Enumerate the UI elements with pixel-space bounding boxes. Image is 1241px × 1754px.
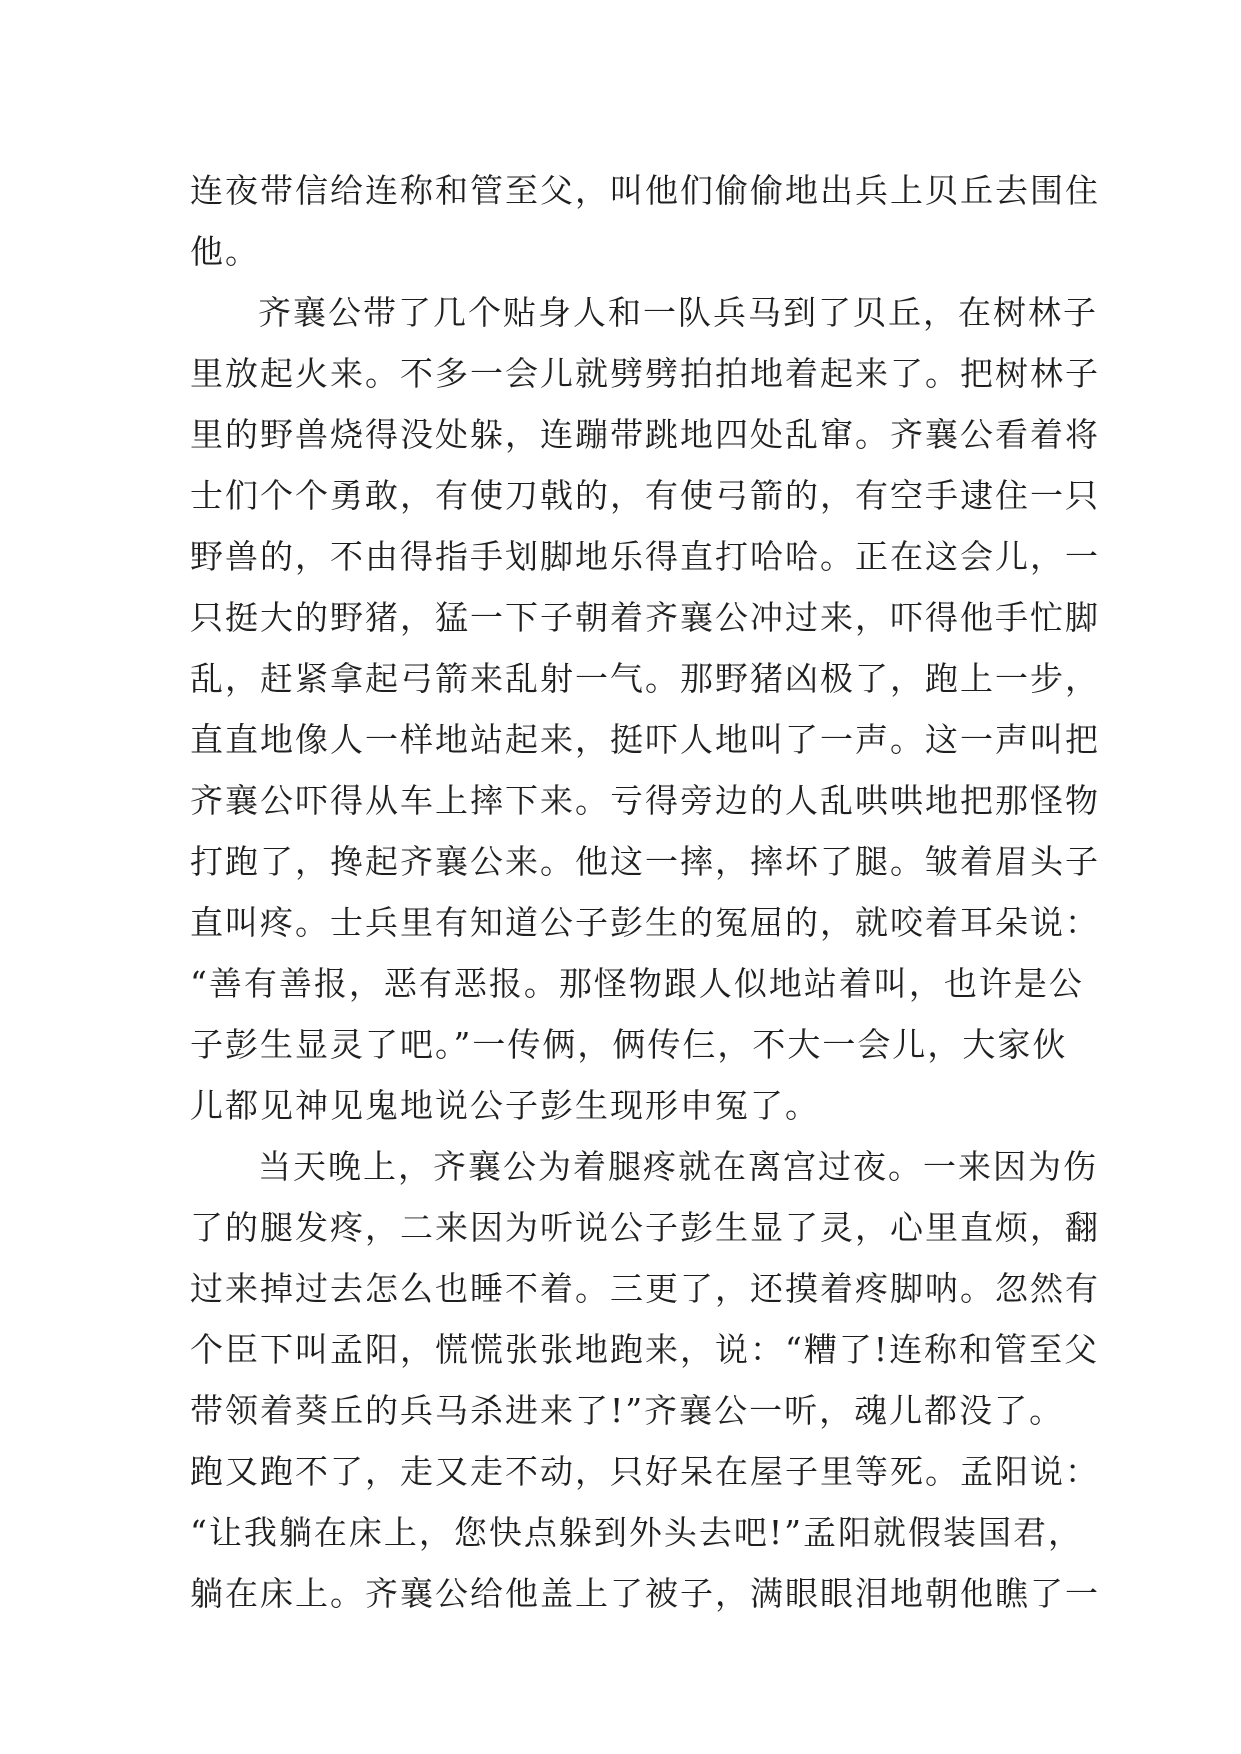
text-line: 躺在床上。齐襄公给他盖上了被子，满眼眼泪地朝他瞧了一 — [190, 1574, 1100, 1613]
text-line: 野兽的，不由得指手划脚地乐得直打哈哈。正在这会儿，一 — [190, 537, 1100, 576]
text-line: 里放起火来。不多一会儿就劈劈拍拍地着起来了。把树林子 — [190, 354, 1100, 393]
text-line: “让我躺在床上，您快点躲到外头去吧!”孟阳就假装国君， — [190, 1513, 1084, 1552]
text-line: 子彭生显灵了吧。”一传俩，俩传仨，不大一会儿，大家伙 — [190, 1025, 1068, 1064]
text-line: 儿都见神见鬼地说公子彭生现形申冤了。 — [190, 1086, 820, 1125]
text-line: 打跑了，搀起齐襄公来。他这一摔，摔坏了腿。皱着眉头子 — [190, 842, 1100, 881]
text-line: 过来掉过去怎么也睡不着。三更了，还摸着疼脚呐。忽然有 — [190, 1269, 1100, 1308]
text-line: 跑又跑不了，走又走不动，只好呆在屋子里等死。孟阳说： — [190, 1452, 1100, 1491]
text-line: 齐襄公吓得从车上摔下来。亏得旁边的人乱哄哄地把那怪物 — [190, 781, 1100, 820]
text-line: 乱，赶紧拿起弓箭来乱射一气。那野猪凶极了，跑上一步， — [190, 659, 1100, 698]
text-line: 直叫疼。士兵里有知道公子彭生的冤屈的，就咬着耳朵说： — [190, 903, 1100, 942]
text-line: 了的腿发疼，二来因为听说公子彭生显了灵，心里直烦，翻 — [190, 1208, 1100, 1247]
text-line: 士们个个勇敢，有使刀戟的，有使弓箭的，有空手逮住一只 — [190, 476, 1100, 515]
text-line: 带领着葵丘的兵马杀进来了!”齐襄公一听，魂儿都没了。 — [190, 1391, 1065, 1430]
text-line: 齐襄公带了几个贴身人和一队兵马到了贝丘，在树林子 — [258, 293, 1098, 332]
body-text — [190, 160, 1100, 1624]
text-line: 直直地像人一样地站起来，挺吓人地叫了一声。这一声叫把 — [190, 720, 1100, 759]
text-line: 里的野兽烧得没处躲，连蹦带跳地四处乱窜。齐襄公看着将 — [190, 415, 1100, 454]
text-line: 他。 — [190, 232, 260, 271]
text-line: 个臣下叫孟阳，慌慌张张地跑来，说：“糟了!连称和管至父 — [190, 1330, 1100, 1369]
text-line: 当天晚上，齐襄公为着腿疼就在离宫过夜。一来因为伤 — [258, 1147, 1098, 1186]
text-line: 连夜带信给连称和管至父，叫他们偷偷地出兵上贝丘去围住 — [190, 171, 1100, 210]
text-line: 只挺大的野猪，猛一下子朝着齐襄公冲过来，吓得他手忙脚 — [190, 598, 1100, 637]
text-line: “善有善报，恶有恶报。那怪物跟人似地站着叫，也许是公 — [190, 964, 1084, 1003]
